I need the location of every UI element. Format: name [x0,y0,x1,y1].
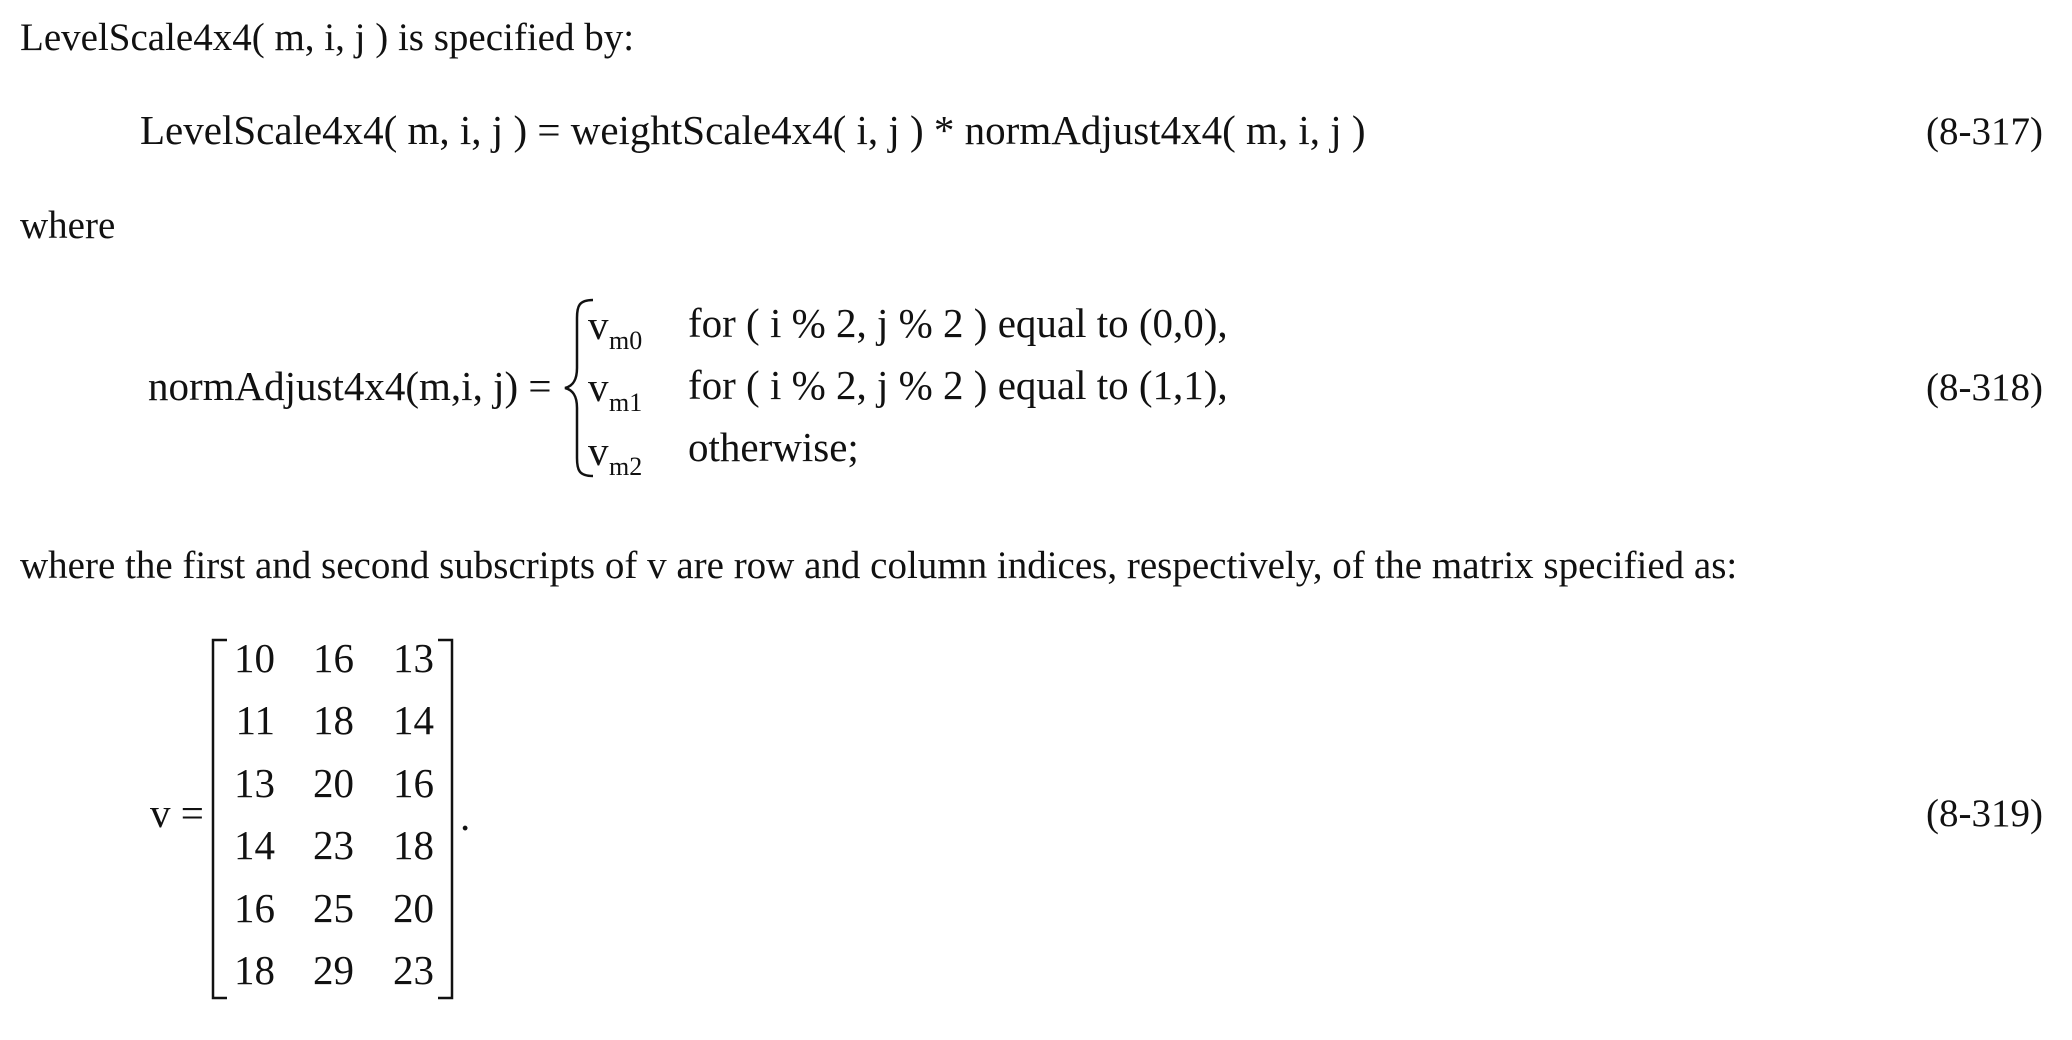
matrix-cell: 29 [313,947,354,993]
matrix-cell: 16 [234,885,275,931]
matrix-cell: 23 [393,947,434,993]
case-sub-0: m0 [609,326,643,355]
case-v-2: v [588,428,609,474]
matrix-cell: 20 [393,885,434,931]
matrix-cell: 25 [313,885,354,931]
case-v-1: v [588,364,609,410]
matrix-cell: 16 [393,760,434,806]
matrix-cell: 14 [393,697,434,743]
normadjust-lhs: normAdjust4x4(m,i, j) = [148,363,552,409]
matrix-cell: 20 [313,760,354,806]
intro-text: LevelScale4x4( m, i, j ) is specified by: [20,16,635,59]
equation-8-317: LevelScale4x4( m, i, j ) = weightScale4x4( i, j ) * normAdjust4x4( m, i, j ) [140,107,1366,153]
equation-number-8-317: (8-317) [1926,110,2043,153]
matrix-cell: 18 [393,822,434,868]
matrix-cell: 16 [313,635,354,681]
matrix-cell: 18 [234,947,275,993]
case-cond-0: for ( i % 2, j % 2 ) equal to (0,0), [688,300,1228,346]
case-sub-2: m2 [609,452,643,481]
matrix-cell: 23 [313,822,354,868]
matrix-lhs: v = [150,790,204,836]
matrix-description-text: where the first and second subscripts of v are row and column indices, respectively, of the matrix specified as: [20,544,1738,587]
left-matrix-bracket [209,638,229,1000]
case-v-0: v [588,302,609,348]
matrix-cell: 13 [393,635,434,681]
case-cond-1: for ( i % 2, j % 2 ) equal to (1,1), [688,362,1228,408]
matrix-cell: 11 [235,697,275,743]
where-text: where [20,204,116,247]
right-matrix-bracket [436,638,456,1000]
case-sub-1: m1 [609,388,643,417]
matrix-trailing-period: . [460,793,471,839]
equation-number-8-318: (8-318) [1926,366,2043,409]
matrix-cell: 10 [234,635,275,681]
matrix-cell: 13 [234,760,275,806]
matrix-cell: 18 [313,697,354,743]
equation-number-8-319: (8-319) [1926,792,2043,835]
case-cond-2: otherwise; [688,424,859,470]
matrix-cell: 14 [234,822,275,868]
